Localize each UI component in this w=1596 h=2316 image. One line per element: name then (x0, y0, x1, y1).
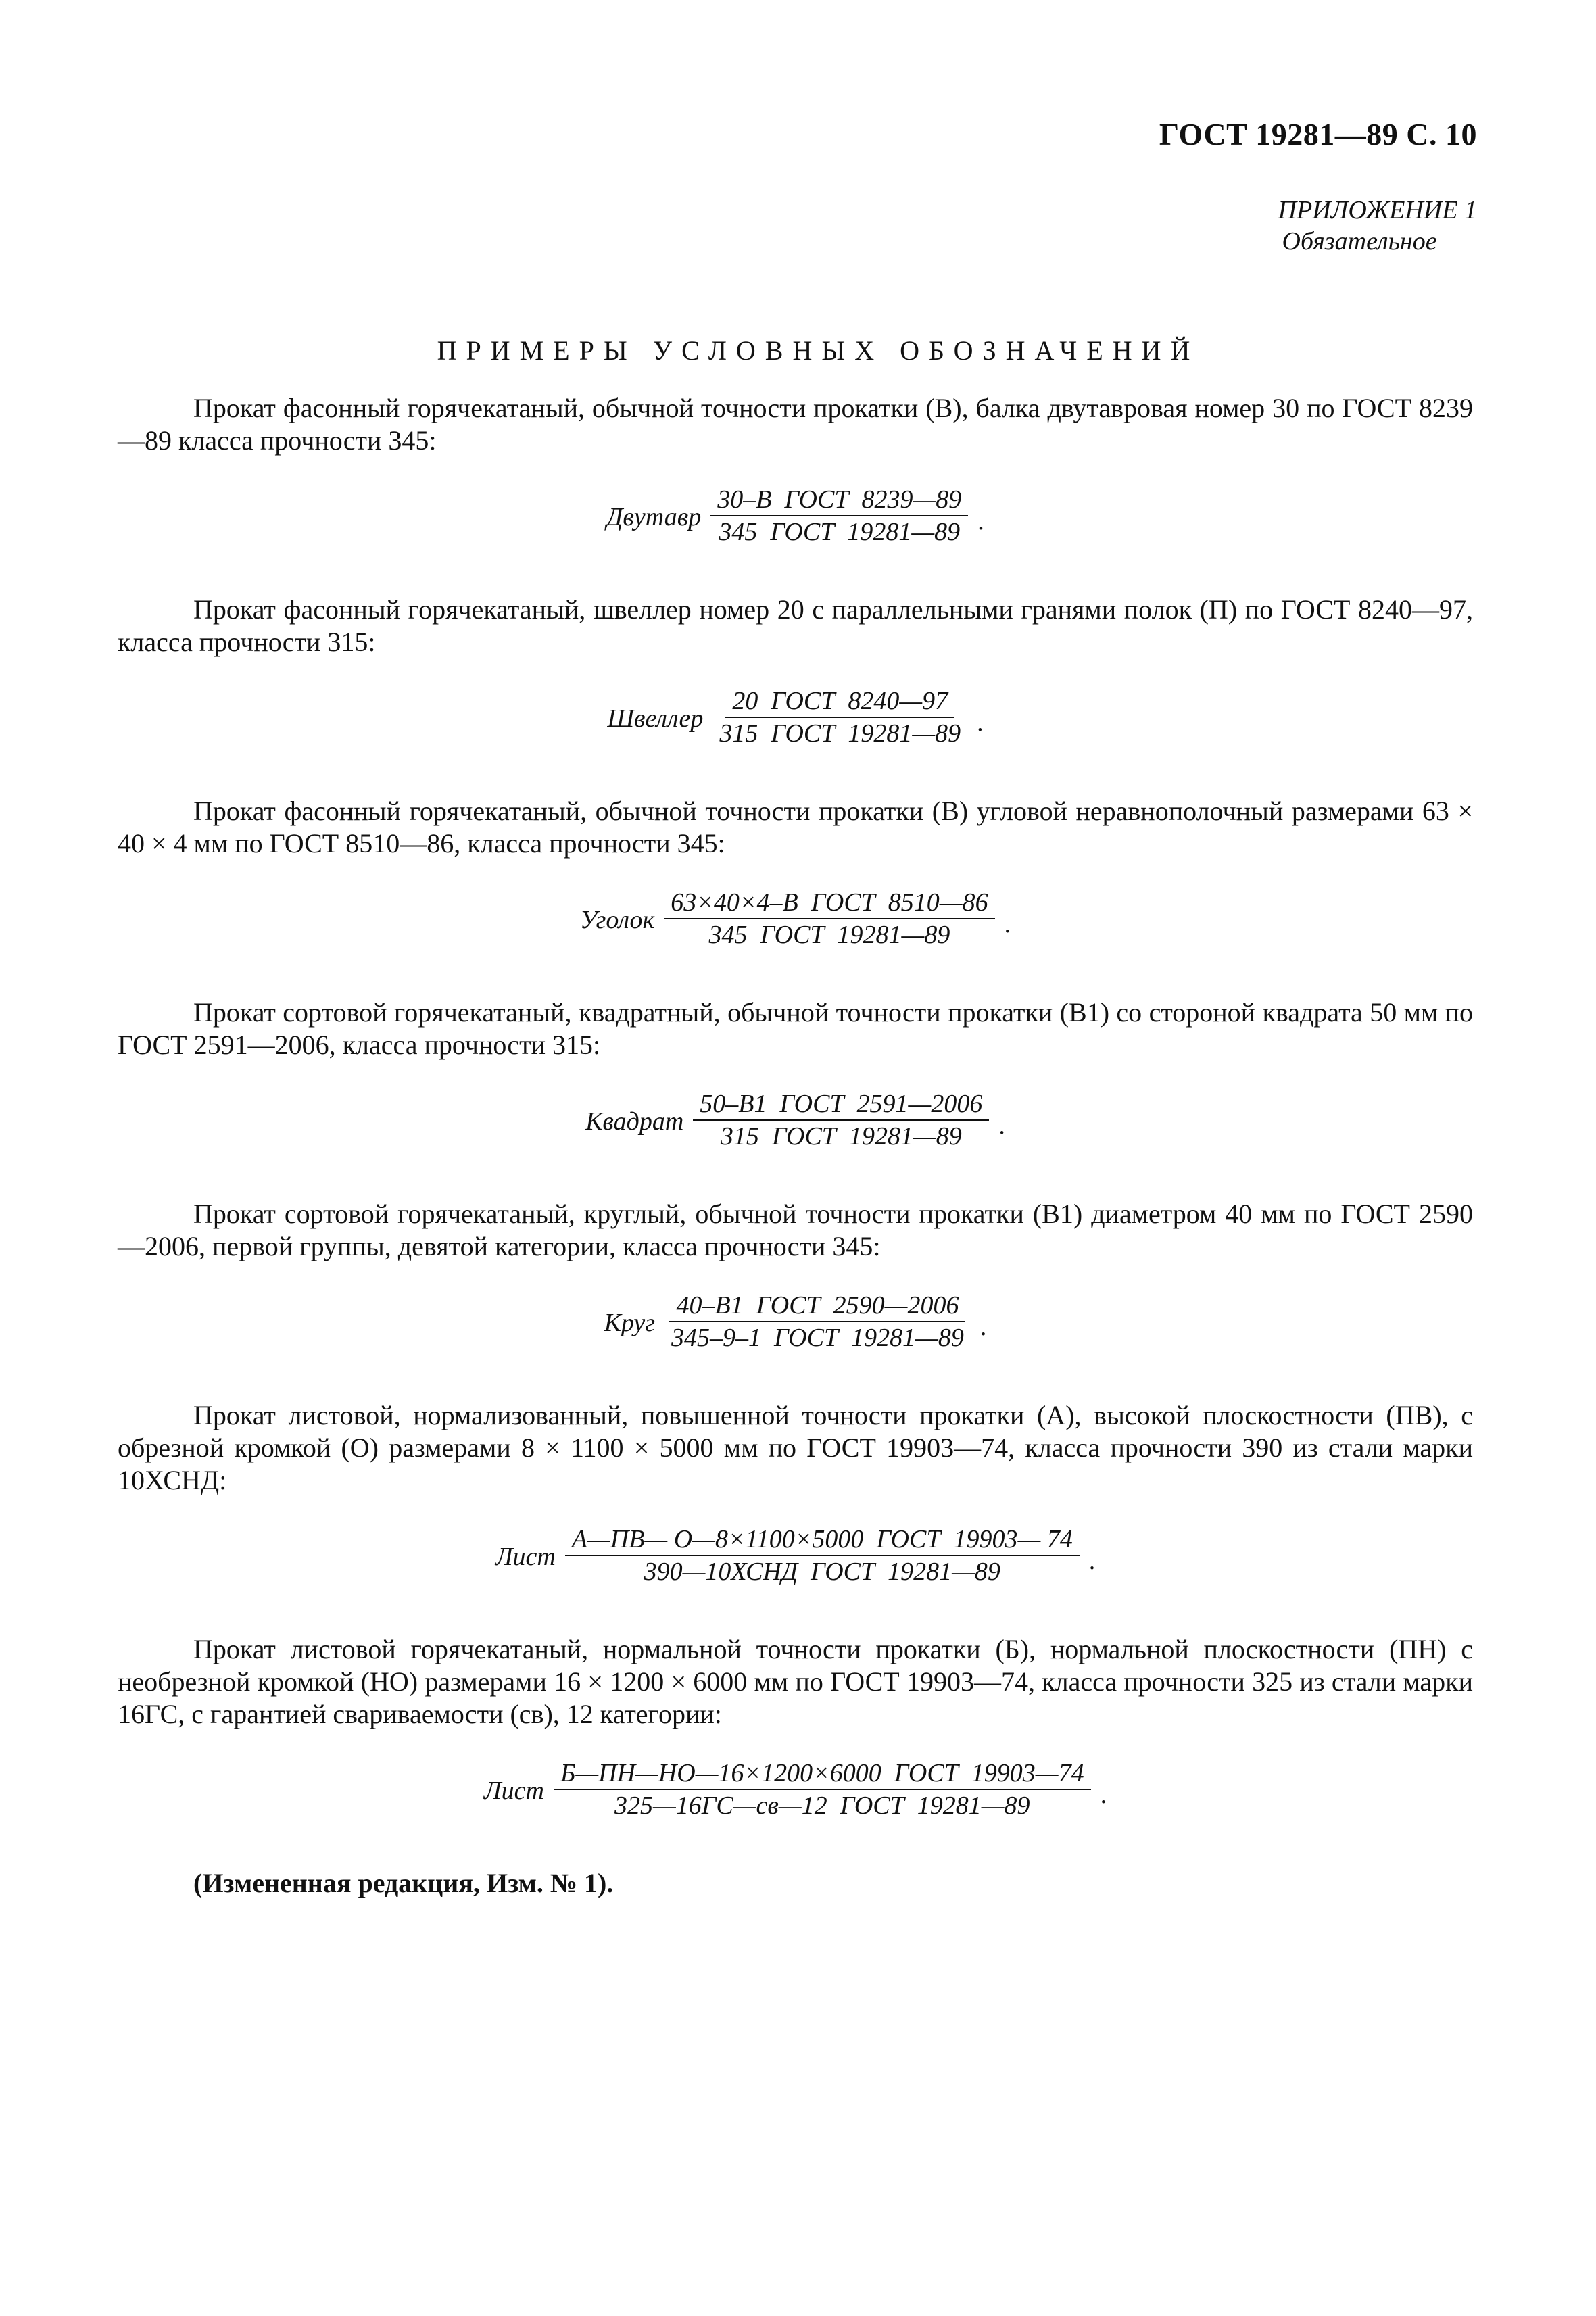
appendix-status: Обязательное (1282, 227, 1437, 256)
formula-numerator: Б—ПН—НО—16×1200×6000 ГОСТ 19903—74 (554, 1759, 1091, 1790)
formula-numerator: 40–В1 ГОСТ 2590—2006 (669, 1291, 965, 1322)
example-description: Прокат сортовой горячекатаный, квадратный, обычной точности прокатки (В1) со стороной квадрата 50 мм по ГОСТ 2591—2006, класса прочности 315: (118, 997, 1473, 1060)
designation-formula (118, 687, 1473, 748)
formula-denominator: 315 ГОСТ 19281—89 (719, 719, 961, 748)
formula-fraction (664, 888, 994, 949)
formula-numerator: 30–В ГОСТ 8239—89 (710, 485, 968, 516)
formula-terminator: . (977, 708, 984, 737)
formula-fraction (710, 485, 968, 546)
formula-label: Швеллер (607, 704, 704, 733)
formula-fraction (693, 1090, 989, 1151)
formula-fraction (712, 687, 967, 748)
formula-label: Квадрат (585, 1107, 684, 1136)
designation-formula (118, 1759, 1473, 1820)
example-description: Прокат листовой, нормализованный, повышенной точности прокатки (А), высокой плоскостности (ПВ), с обрезной кромкой (О) размерами 8 × 1100 × 5000 мм по ГОСТ 19903—74, класса прочности 390 из стали марки 10ХСНД: (118, 1400, 1473, 1495)
formula-terminator: . (998, 1111, 1005, 1140)
formula-terminator: . (1100, 1781, 1107, 1809)
formula-terminator: . (980, 1313, 987, 1341)
formula-denominator: 345 ГОСТ 19281—89 (708, 921, 950, 949)
formula-fraction (565, 1525, 1080, 1586)
example-item (118, 1399, 1473, 1586)
designation-formula (118, 485, 1473, 546)
example-item (118, 392, 1473, 546)
formula-denominator: 325—16ГС—св—12 ГОСТ 19281—89 (614, 1791, 1030, 1820)
designation-formula (118, 1090, 1473, 1151)
appendix-block (1278, 195, 1477, 257)
formula-numerator: 20 ГОСТ 8240—97 (725, 687, 954, 718)
example-item (118, 1633, 1473, 1820)
formula-numerator: А—ПВ— О—8×1100×5000 ГОСТ 19903— 74 (565, 1525, 1080, 1556)
formula-label: Лист (495, 1543, 556, 1571)
designation-formula (118, 888, 1473, 949)
section-title: ПРИМЕРЫ УСЛОВНЫХ ОБОЗНАЧЕНИЙ (437, 335, 1200, 366)
example-description: Прокат сортовой горячекатаный, круглый, обычной точности прокатки (В1) диаметром 40 мм по ГОСТ 2590—2006, первой группы, девятой категории, класса прочности 345: (118, 1199, 1473, 1261)
formula-terminator: . (1088, 1547, 1096, 1575)
example-item (118, 594, 1473, 748)
formula-numerator: 50–В1 ГОСТ 2591—2006 (693, 1090, 989, 1121)
formula-denominator: 315 ГОСТ 19281—89 (720, 1122, 962, 1151)
formula-fraction (554, 1759, 1091, 1820)
example-item (118, 795, 1473, 949)
page-header: ГОСТ 19281—89 С. 10 (1159, 117, 1477, 151)
example-description: Прокат фасонный горячекатаный, обычной точности прокатки (В) угловой неравнополочный размерами 63 × 40 × 4 мм по ГОСТ 8510—86, класса прочности 345: (118, 796, 1473, 859)
formula-denominator: 345 ГОСТ 19281—89 (719, 518, 961, 546)
formula-label: Уголок (579, 906, 655, 934)
formula-terminator: . (977, 507, 984, 535)
example-item (118, 1198, 1473, 1352)
formula-label: Круг (604, 1309, 656, 1337)
formula-denominator: 345–9–1 ГОСТ 19281—89 (671, 1324, 964, 1352)
example-description: Прокат листовой горячекатаный, нормальной точности прокатки (Б), нормальной плоскостности (ПН) с необрезной кромкой (НО) размерами 16 × 1200 × 6000 мм по ГОСТ 19903—74, класса прочности 325 из стали марки 16ГС, с гарантией свариваемости (св), 12 категории: (118, 1634, 1473, 1729)
formula-denominator: 390—10ХСНД ГОСТ 19281—89 (644, 1558, 1000, 1586)
appendix-label: ПРИЛОЖЕНИЕ 1 (1278, 196, 1477, 224)
formula-numerator: 63×40×4–В ГОСТ 8510—86 (664, 888, 994, 919)
example-item (118, 996, 1473, 1151)
example-description: Прокат фасонный горячекатаный, швеллер номер 20 с параллельными гранями полок (П) по ГОСТ 8240—97, класса прочности 315: (118, 594, 1473, 657)
formula-fraction (664, 1291, 971, 1352)
formula-label: Двутавр (606, 503, 702, 531)
example-description: Прокат фасонный горячекатаный, обычной точности прокатки (В), балка двутавровая номер 30 по ГОСТ 8239—89 класса прочности 345: (118, 393, 1473, 456)
examples-list (118, 392, 1473, 1899)
formula-terminator: . (1004, 910, 1011, 938)
amendment-note: (Измененная редакция, Изм. № 1). (193, 1868, 614, 1898)
designation-formula (118, 1525, 1473, 1586)
designation-formula (118, 1291, 1473, 1352)
formula-label: Лист (483, 1777, 544, 1805)
